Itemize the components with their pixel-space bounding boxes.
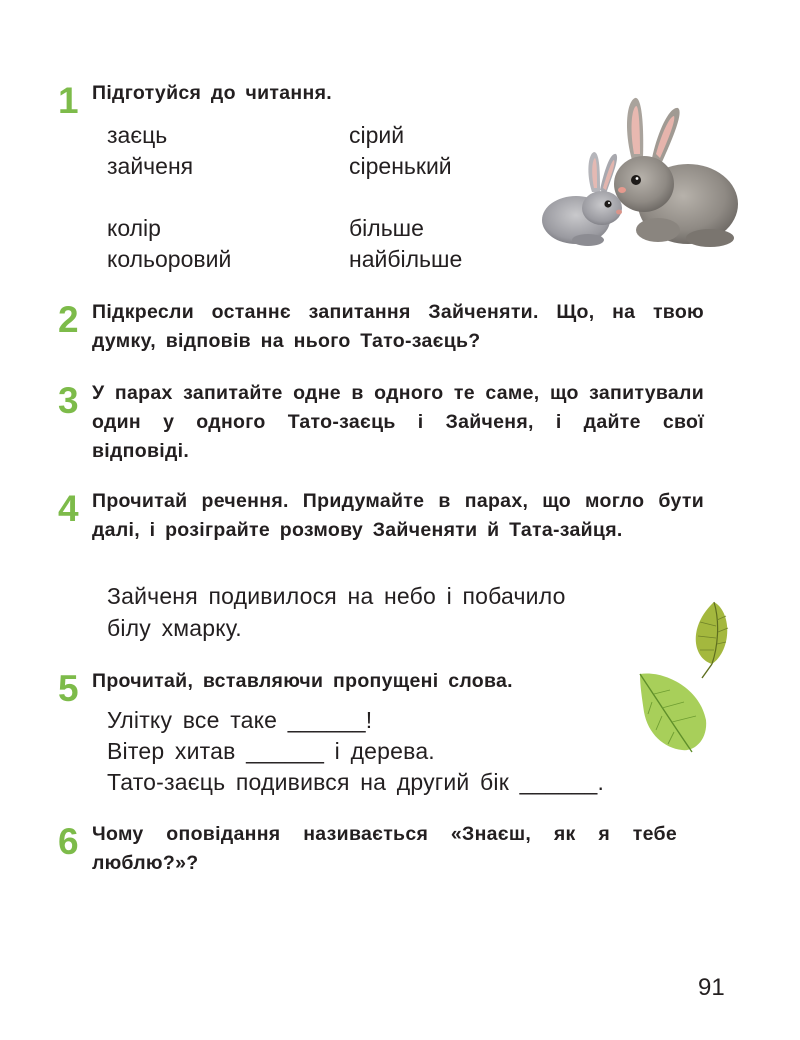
word-list-item: найбільше [349,246,463,272]
word-list-item: зайченя [107,153,194,179]
word-list-item: сірий [349,122,405,148]
leaf-illustration [636,668,712,756]
rabbits-illustration [540,92,740,250]
word-list-item: колір [107,215,161,241]
task-instruction-2: Підкресли останнє запитання Зайченяти. Що, на твою думку, відповів на нього Тато-заєць? [92,301,704,352]
task-number-2: 2 [58,299,79,340]
task-instruction-4: Прочитай речення. Придумайте в парах, що могло бути далі, і розіграйте розмову Зайченяти й Тата-зайця. [92,490,704,541]
task-number-5: 5 [58,668,79,709]
word-list-item: кольоровий [107,246,232,272]
word-list-item: заєць [107,122,168,148]
task-instruction-5: Прочитай, вставляючи пропущені слова. [92,670,513,692]
word-list-item: більше [349,215,424,241]
task-number-6: 6 [58,821,79,862]
fill-in-line: Тато-заєць подивився на другий бік ______. [107,769,605,795]
reading-sentence-line: Зайченя подивилося на небо і побачило [107,583,566,609]
page-number: 91 [698,974,725,1001]
task-number-3: 3 [58,380,79,421]
fill-in-line: Вітер хитав ______ і дерева. [107,738,435,764]
task-instruction-3: У парах запитайте одне в одного те саме, що запитували один у одного Тато-заєць і Зайченя, і дайте свої відповіді. [92,382,704,462]
reading-sentence-line: білу хмарку. [107,615,242,641]
task-number-1: 1 [58,80,79,121]
fill-in-line: Улітку все таке ______! [107,707,373,733]
task-number-4: 4 [58,488,79,529]
word-list-item: сіренький [349,153,452,179]
task-instruction-6: Чому оповідання називається «Знаєш, як я тебе люблю?»? [92,823,677,874]
task-instruction-1: Підготуйся до читання. [92,82,332,104]
